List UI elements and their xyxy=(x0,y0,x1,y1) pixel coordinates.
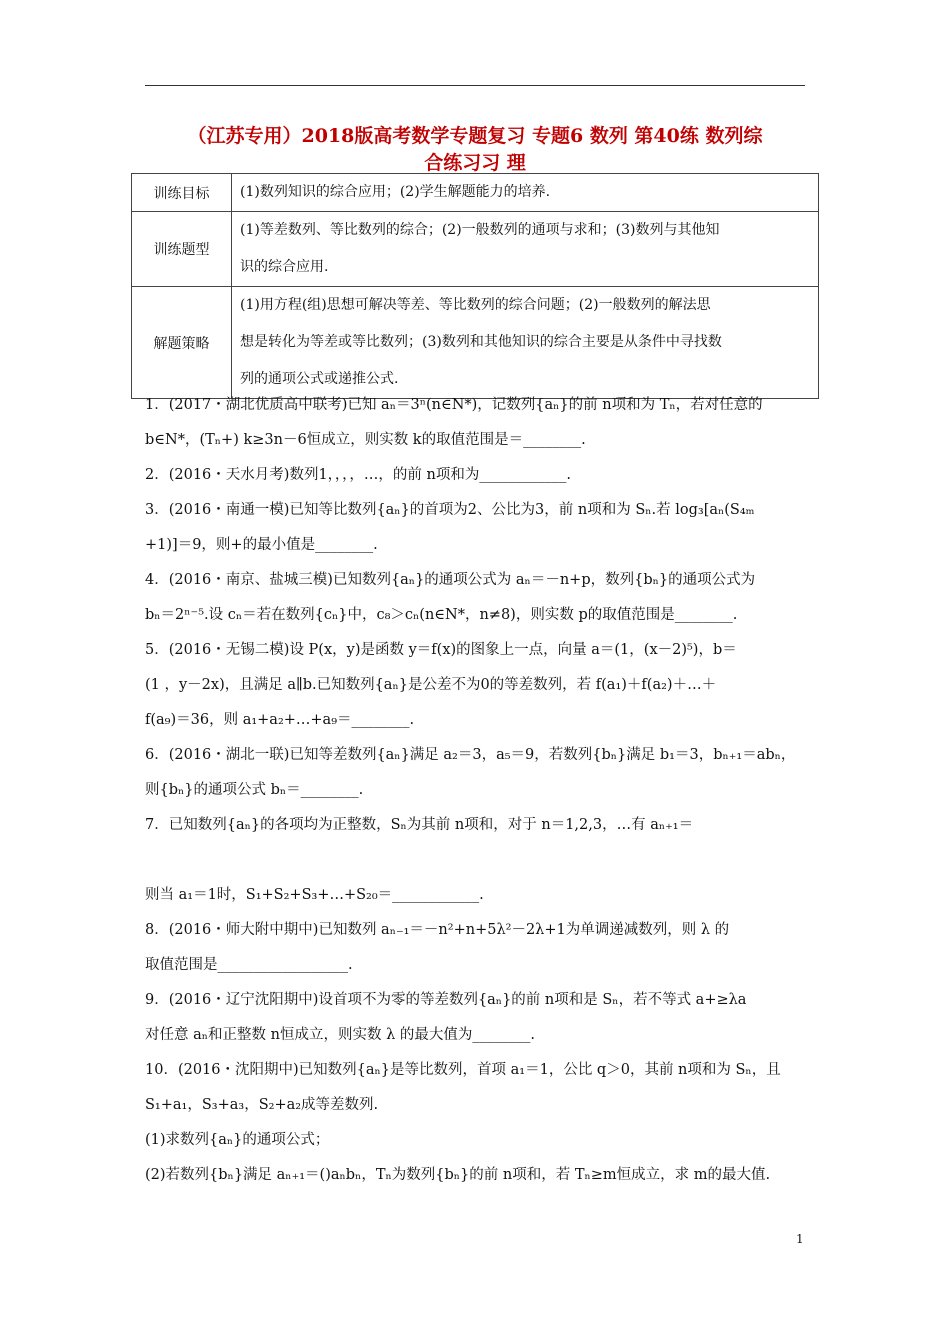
problem-line: (2)若数列{bₙ}满足 aₙ₊₁＝()aₙbₙ，Tₙ为数列{bₙ}的前 n项和，若 Tₙ≥m恒成立，求 m的最大值. xyxy=(145,1167,771,1183)
problem-line: S₁+a₁，S₃+a₃，S₂+a₂成等差数列. xyxy=(145,1097,379,1113)
table-row xyxy=(132,174,819,212)
content-line: (1)用方程(组)思想可解决等差、等比数列的综合问题；(2)一般数列的解法思 xyxy=(240,297,711,313)
row-content xyxy=(232,174,819,212)
header-rule xyxy=(145,85,805,86)
problem-line: 3．(2016・南通一模)已知等比数列{aₙ}的首项为2、公比为3，前 n项和为 Sₙ.若 log₃[aₙ(S₄ₘ xyxy=(145,502,755,518)
problem-line: f(a₉)＝36，则 a₁+a₂+…+a₉＝________. xyxy=(145,712,415,728)
row-label: 训练目标 xyxy=(132,174,232,212)
document-title xyxy=(130,123,820,177)
row-content xyxy=(232,287,819,399)
content-line: (1)数列知识的综合应用；(2)学生解题能力的培养. xyxy=(240,184,551,200)
problem-line: 取值范围是__________________. xyxy=(145,957,353,973)
problem-line: (1)求数列{aₙ}的通项公式； xyxy=(145,1132,330,1148)
problem-line: 则当 a₁＝1时，S₁+S₂+S₃+…+S₂₀＝____________. xyxy=(145,887,484,903)
problem-line: b∈N*，(Tₙ+) k≥3n－6恒成立，则实数 k的取值范围是＝________. xyxy=(145,432,586,448)
problem-line: 8．(2016・师大附中期中)已知数列 aₙ₋₁＝－n²+n+5λ²－2λ+1为单调递减数列，则 λ 的 xyxy=(145,922,730,938)
problem-line: 1．(2017・湖北优质高中联考)已知 aₙ＝3ⁿ(n∈N*)，记数列{aₙ}的前 n项和为 Tₙ，若对任意的 xyxy=(145,397,763,413)
page-number: 1 xyxy=(796,1232,804,1246)
title-line-1: （江苏专用）2018版高考数学专题复习 专题6 数列 第40练 数列综 xyxy=(187,125,763,147)
row-content xyxy=(232,212,819,287)
problem-line: +1)]＝9，则+的最小值是________. xyxy=(145,537,378,553)
row-label: 解题策略 xyxy=(132,287,232,399)
problem-line: 则{bₙ}的通项公式 bₙ＝________. xyxy=(145,782,364,798)
problem-line: 4．(2016・南京、盐城三模)已知数列{aₙ}的通项公式为 aₙ＝－n+p，数列{bₙ}的通项公式为 xyxy=(145,572,756,588)
training-info-table xyxy=(131,173,819,399)
problem-line: 6．(2016・湖北一联)已知等差数列{aₙ}满足 a₂＝3，a₅＝9，若数列{bₙ}满足 b₁＝3，bₙ₊₁＝abₙ， xyxy=(145,747,796,763)
problem-line: 对任意 aₙ和正整数 n恒成立，则实数 λ 的最大值为________. xyxy=(145,1027,535,1043)
problem-line: 10．(2016・沈阳期中)已知数列{aₙ}是等比数列，首项 a₁＝1，公比 q＞0，其前 n项和为 Sₙ，且 xyxy=(145,1062,781,1078)
content-line: (1)等差数列、等比数列的综合；(2)一般数列的通项与求和；(3)数列与其他知 xyxy=(240,222,720,238)
problem-line: 2．(2016・天水月考)数列1，，，，…，的前 n项和为____________. xyxy=(145,467,571,483)
problem-line: 9．(2016・辽宁沈阳期中)设首项不为零的等差数列{aₙ}的前 n项和是 Sₙ，若不等式 a+≥λa xyxy=(145,992,747,1008)
table-row xyxy=(132,212,819,287)
content-line: 想是转化为等差或等比数列；(3)数列和其他知识的综合主要是从条件中寻找数 xyxy=(240,334,722,350)
content-line: 识的综合应用. xyxy=(240,259,329,275)
content-line: 列的通项公式或递推公式. xyxy=(240,371,399,387)
row-label: 训练题型 xyxy=(132,212,232,287)
blank-line xyxy=(145,843,810,878)
problem-line: (1 ，y－2x)，且满足 a∥b.已知数列{aₙ}是公差不为0的等差数列，若 f(a₁)＋f(a₂)＋…＋ xyxy=(145,677,717,693)
problem-line: 5．(2016・无锡二模)设 P(x，y)是函数 y＝f(x)的图象上一点，向量 a＝(1，(x－2)⁵)，b＝ xyxy=(145,642,737,658)
table-row xyxy=(132,287,819,399)
title-line-2: 合练习习 理 xyxy=(424,152,526,174)
problem-line: 7．已知数列{aₙ}的各项均为正整数，Sₙ为其前 n项和，对于 n＝1,2,3，…有 aₙ₊₁＝ xyxy=(145,817,694,833)
problem-list xyxy=(145,388,810,1193)
problem-line: bₙ＝2ⁿ⁻⁵.设 cₙ＝若在数列{cₙ}中，c₈＞cₙ(n∈N*，n≠8)，则实数 p的取值范围是________. xyxy=(145,607,738,623)
